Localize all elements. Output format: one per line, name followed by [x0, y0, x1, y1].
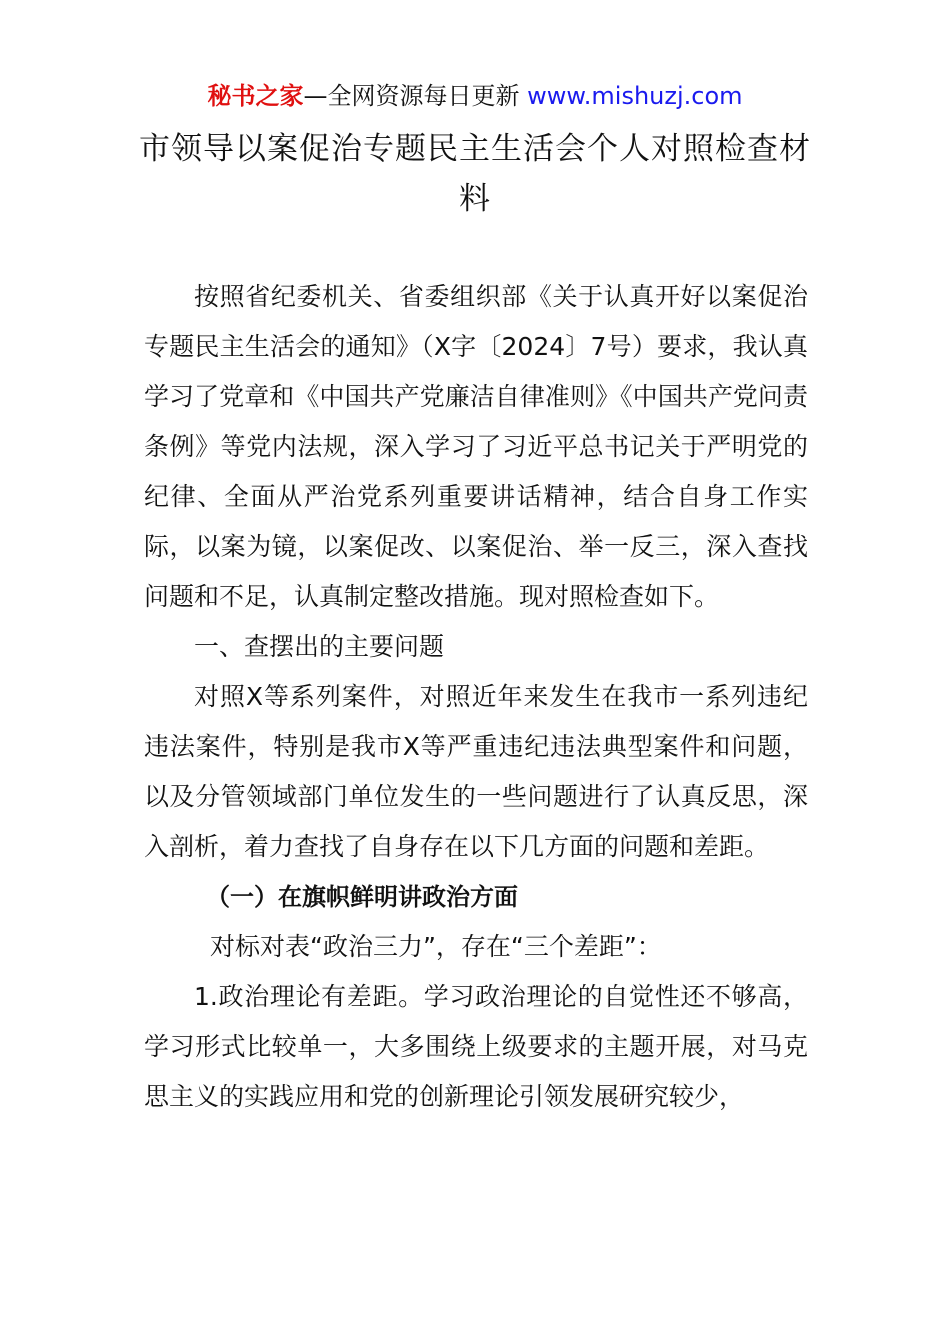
site-header — [0, 80, 950, 112]
subsection-intro-line: 对标对表“政治三力”，存在“三个差距”： — [210, 932, 662, 961]
document-body — [144, 272, 808, 1122]
section-heading-problems: 一、查摆出的主要问题 — [194, 632, 445, 661]
intro-paragraph: 按照省纪委机关、省委组织部《关于认真开好以案促治专题民主生活会的通知》（X字〔2024〕7号）要求，我认真学习了党章和《中国共产党廉洁自律准则》《中国共产党问责条例》等党内法规，深入学习了习近平总书记关于严明党的纪律、全面从严治党系列重要讲话精神，结合自身工作实际，以案为镜，以案促改、以案促治、举一反三，深入查找问题和不足，认真制定整改措施。现对照检查如下。 — [144, 282, 808, 611]
document-title: 市领导以案促治专题民主生活会个人对照检查材料 — [139, 131, 811, 217]
brand-name: 秘书之家 — [207, 82, 304, 110]
subsection-heading-politics: （一）在旗帜鲜明讲政治方面 — [206, 883, 518, 911]
item-paragraph-theory-gap: 1.政治理论有差距。学习政治理论的自觉性还不够高，学习形式比较单一，大多围绕上级要求的主题开展，对马克思主义的实践应用和党的创新理论引领发展研究较少， — [144, 982, 808, 1111]
header-slogan: —全网资源每日更新 — [303, 82, 520, 110]
section-paragraph-problems: 对照X等系列案件，对照近年来发生在我市一系列违纪违法案件，特别是我市X等严重违纪违法典型案件和问题，以及分管领域部门单位发生的一些问题进行了认真反思，深入剖析，着力查找了自身存在以下几方面的问题和差距。 — [144, 682, 808, 861]
site-url-link[interactable]: www.mishuzj.com — [527, 82, 743, 110]
